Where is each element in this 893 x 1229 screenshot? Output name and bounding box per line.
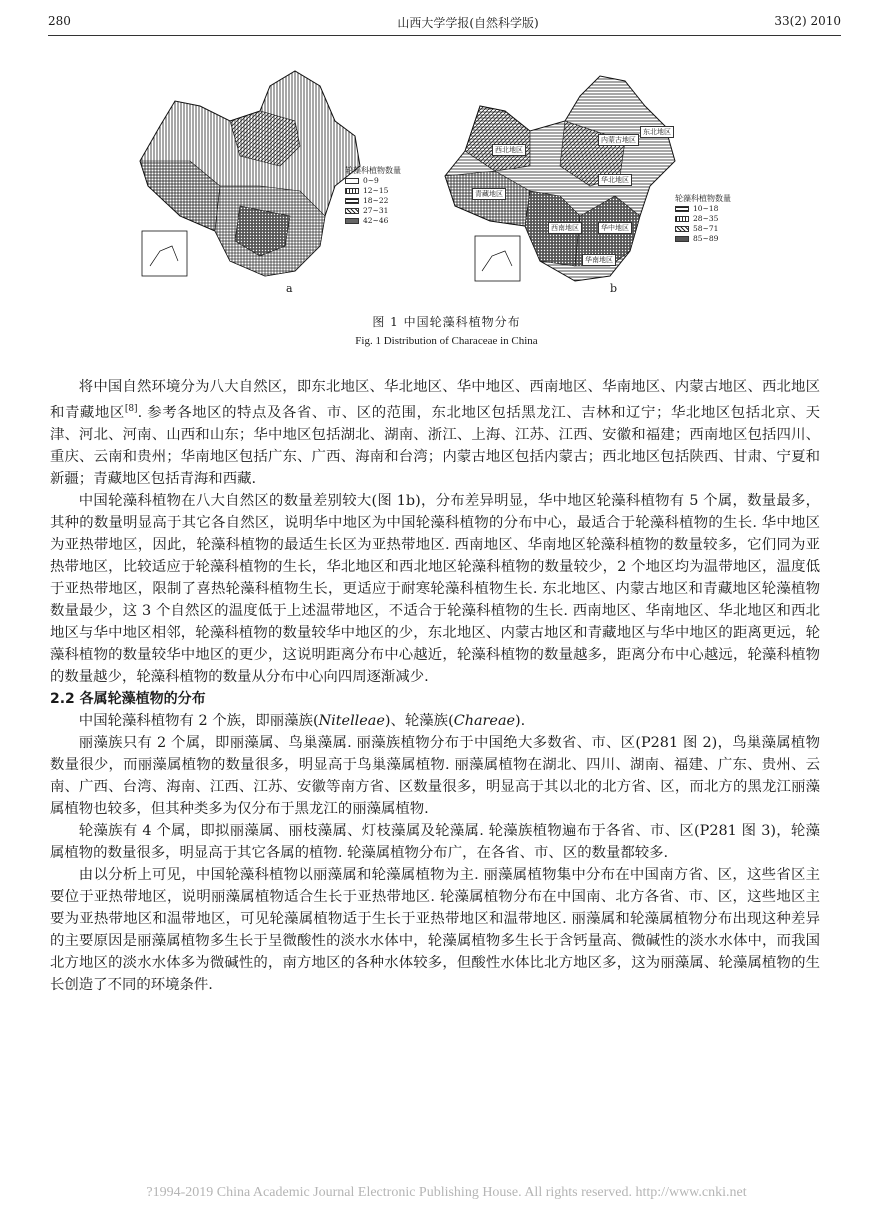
legend-a-swatch [345,198,359,204]
region-label-northeast: 东北地区 [640,126,674,138]
paragraph-6: 由以分析上可见，中国轮藻科植物以丽藻属和轮藻属植物为主. 丽藻属植物集中分布在中国南方省、区，这些省区主要位于亚热带地区，说明丽藻属植物适合生长于亚热带地区. 轮藻属植物分布在中国南、北方各省、市、区，这些地区主要为亚热带地区和温带地区，可见轮藻属植物适于生长于亚热带地区和温带地区. 丽藻属和轮藻属植物分布出现这种差异的主要原因是丽藻属植物多生长于呈微酸性的淡水水体中，轮藻属植物多生长于含钙量高、微碱性的淡水水体中，而我国北方地区的淡水水体多为微碱性的，南方地区的各种水体较多，但酸性水体比北方地区多，这为丽藻属、轮藻属植物的生长创造了不同的环境条件. [50,866,820,993]
section-heading: 2.2 各属轮藻植物的分布 [50,690,206,707]
map-a-label: a [286,282,293,295]
paragraph-3 [50,710,820,732]
taxon-nitelleae: Nitelleae [318,712,385,729]
figure-caption-zh: 图 1 中国轮藻科植物分布 [372,315,521,329]
article-body [50,376,820,996]
region-label-north: 华北地区 [598,174,632,186]
legend-a-item: 42~46 [363,216,389,225]
paragraph-3-text: )、轮藻族( [384,712,454,729]
paragraph-4: 丽藻族只有 2 个属，即丽藻属、鸟巢藻属. 丽藻族植物分布于中国绝大多数省、市、区(P281 图 2)，鸟巢藻属植物数量很少，而丽藻属植物的数量很多，明显高于鸟巢藻属植物. 丽藻属植物在湖北、四川、湖南、福建、广东、贵州、云南、广西、台湾、海南、江西、江苏、安徽等南方省、区数量很多，明显高于其以北的北方省、区，而北方的黑龙江丽藻属植物也较多，但其种类多为仅分布于黑龙江的丽藻属植物. [50,734,820,817]
paragraph-1-rest: . 参考各地区的特点及各省、市、区的范围，东北地区包括黑龙江、吉林和辽宁；华北地区包括北京、天津、河北、河南、山西和山东；华中地区包括湖北、湖南、浙江、上海、江苏、江西、安徽和福建；西南地区包括四川、重庆、云南和贵州；华南地区包括广东、广西、海南和台湾；内蒙古地区包括内蒙古；西北地区包括陕西、甘肃、宁夏和新疆；青藏地区包括青海和西藏. [50,404,820,487]
legend-b-item: 85~89 [693,234,719,243]
legend-b-title: 轮藻科植物数量 [675,194,731,203]
taxon-chareae: Chareae [453,712,516,729]
paragraph-1-text: 将中国自然环境分为八大自然区，即东北地区、华北地区、华中地区、西南地区、华南地区、内蒙古地区、西北地区和青藏地区 [50,379,820,421]
region-label-central: 华中地区 [598,222,632,234]
paragraph-5: 轮藻族有 4 个属，即拟丽藻属、丽枝藻属、灯枝藻属及轮藻属. 轮藻族植物遍布于各省、市、区(P281 图 3)，轮藻属植物的数量很多，明显高于其它各属的植物. 轮藻属植物分布广，在各省、市、区的数量都较多. [50,822,820,861]
legend-a-title: 轮藻科植物数量 [345,166,401,175]
legend-a-swatch [345,188,359,194]
journal-title: 山西大学学报(自然科学版) [397,16,539,30]
map-b-label: b [610,282,618,295]
legend-b-swatch [675,226,689,232]
legend-a [345,166,401,226]
legend-b-swatch [675,206,689,212]
legend-b [675,194,731,244]
copyright-footer: ?1994-2019 China Academic Journal Electronic Publishing House. All rights reserved. http://www.cnki.net [146,1185,747,1200]
legend-a-item: 18~22 [363,196,389,205]
paragraph-2: 中国轮藻科植物在八大自然区的数量差别较大(图 1b)，分布差异明显，华中地区轮藻科植物有 5 个属，数量最多，其种的数量明显高于其它各自然区，说明华中地区为中国轮藻科植物的分布中心，最适合于轮藻科植物的生长. 华中地区为亚热带地区，因此，轮藻科植物的最适生长区为亚热带地区. 西南地区、华南地区轮藻科植物的数量较多，它们同为亚热带地区，比较适应于轮藻科植物的生长，华北地区和西北地区轮藻科植物的数量较少，2 个地区均为温带地区，温度低于亚热带地区，限制了喜热轮藻科植物生长，更适应于耐寒轮藻科植物生长. 东北地区、内蒙古地区和青藏地区轮藻植物数量最少，这 3 个自然区的温度低于上述温带地区，不适合于轮藻科植物的生长. 西南地区、华南地区、华北地区和西北地区与华中地区相邻，轮藻科植物的数量较华中地区的少，东北地区、内蒙古地区和青藏地区与华中地区的距离更远，轮藻科植物的数量较华中地区的更少，这说明距离分布中心越近，轮藻科植物的数量越多，距离分布中心越远，轮藻科植物的数量越少，轮藻科植物的数量从分布中心向四周逐渐减少. [50,492,820,685]
legend-a-swatch [345,208,359,214]
citation-ref: [8] [124,404,138,414]
legend-a-item: 12~15 [363,186,389,195]
legend-b-item: 28~35 [693,214,719,223]
page-header [48,14,841,36]
legend-b-item: 10~18 [693,204,719,213]
issue-info: 33(2) 2010 [774,14,841,28]
paragraph-3-text: 中国轮藻科植物有 2 个族，即丽藻族( [78,712,319,729]
header-rule [48,35,841,36]
legend-b-swatch [675,236,689,242]
map-a [140,71,360,276]
figure-caption-en: Fig. 1 Distribution of Characeae in China [355,335,538,347]
region-label-qinghai-tibet: 青藏地区 [472,188,506,200]
legend-b-item: 58~71 [693,224,719,233]
region-label-northwest: 西北地区 [492,144,526,156]
figure-1 [120,66,780,306]
region-label-inner-mongolia: 内蒙古地区 [598,134,639,146]
region-label-southwest: 西南地区 [548,222,582,234]
map-b [445,76,675,281]
page-number: 280 [48,14,71,28]
paragraph-3-text: ). [515,712,526,729]
legend-a-swatch [345,218,359,224]
legend-b-swatch [675,216,689,222]
legend-a-swatch [345,178,359,184]
china-maps [120,66,780,306]
legend-a-item: 0~9 [363,176,379,185]
legend-a-item: 27~31 [363,206,389,215]
region-label-south: 华南地区 [582,254,616,266]
paragraph-1 [50,376,820,490]
